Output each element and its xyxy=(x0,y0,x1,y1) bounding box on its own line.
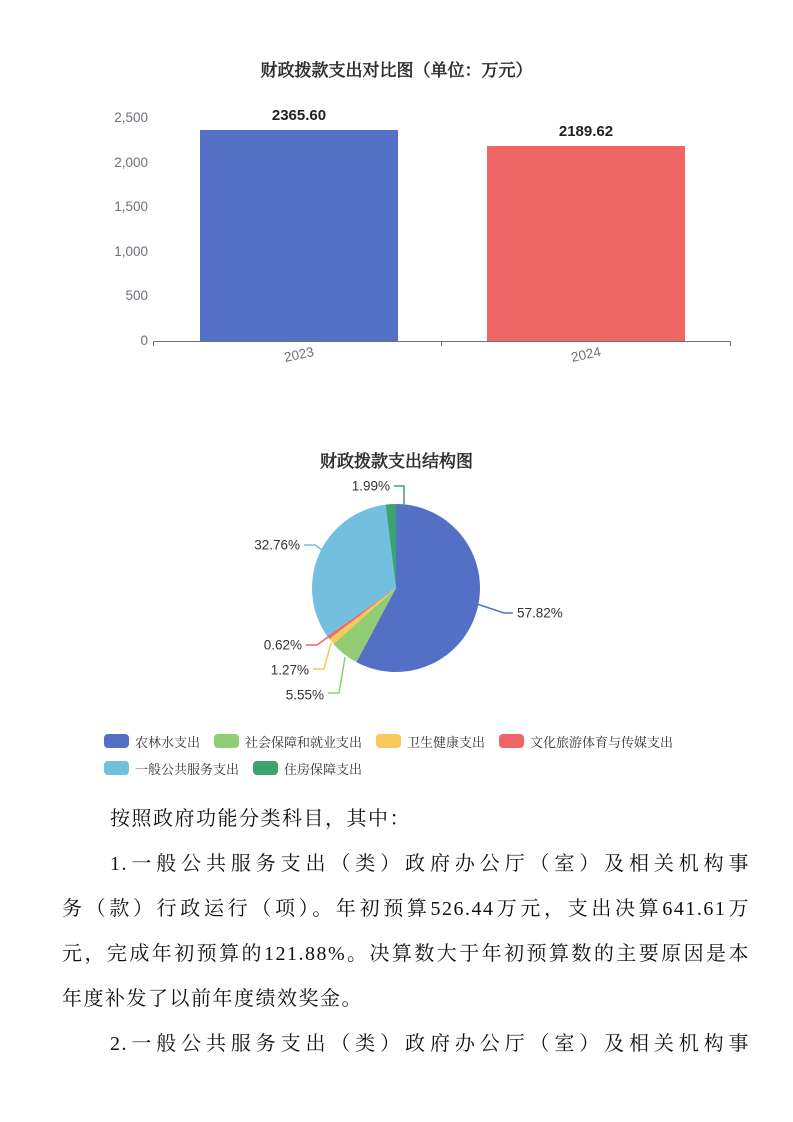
pie-label-leader-line xyxy=(394,486,404,507)
body-text-line: 1.一般公共服务支出（类）政府办公厅（室）及相关机构事 xyxy=(110,853,750,875)
bar-value-label: 2189.62 xyxy=(558,122,614,140)
pie-label-leader-line xyxy=(313,643,331,669)
body-text-line: 务（款）行政运行（项）。年初预算526.44万元，支出决算641.61万 xyxy=(62,898,750,920)
y-axis-tick-label: 1,500 xyxy=(114,199,148,215)
pie-percentage-label: 1.99% xyxy=(351,478,390,494)
y-axis-tick-label: 0 xyxy=(140,333,148,348)
y-axis-tick-label: 1,000 xyxy=(114,243,148,259)
pie-percentage-label: 5.55% xyxy=(285,687,324,703)
body-text-line: 2.一般公共服务支出（类）政府办公厅（室）及相关机构事 xyxy=(110,1033,750,1055)
legend-swatch xyxy=(104,734,129,748)
bar-value-label: 2365.60 xyxy=(271,106,327,124)
legend-item xyxy=(253,760,362,776)
legend-swatch xyxy=(104,761,129,775)
legend-label: 卫生健康支出 xyxy=(407,734,486,750)
legend-item xyxy=(104,760,239,776)
legend-item xyxy=(499,733,673,749)
body-text-line: 年度补发了以前年度绩效奖金。 xyxy=(62,988,363,1010)
pie-percentage-label: 0.62% xyxy=(263,637,302,653)
legend-item xyxy=(214,733,362,749)
pie-chart xyxy=(0,440,793,735)
pie-label-leader-line xyxy=(477,604,513,613)
bar xyxy=(487,146,685,341)
body-text-line: 按照政府功能分类科目，其中： xyxy=(110,808,411,830)
x-axis-label: 2024 xyxy=(569,344,603,365)
legend-label: 住房保障支出 xyxy=(284,761,363,777)
legend-label: 文化旅游体育与传媒支出 xyxy=(530,734,674,750)
legend-label: 农林水支出 xyxy=(135,734,201,750)
x-axis-tick xyxy=(730,341,731,346)
x-axis-tick xyxy=(441,341,442,346)
legend-swatch xyxy=(376,734,401,748)
legend-swatch xyxy=(499,734,524,748)
pie-chart-title: 财政拨款支出结构图 xyxy=(320,452,473,471)
pie-legend xyxy=(104,733,700,776)
body-text-line: 元，完成年初预算的121.88%。决算数大于年初预算数的主要原因是本 xyxy=(62,943,750,965)
legend-item xyxy=(376,733,485,749)
bar xyxy=(200,130,398,341)
legend-item xyxy=(104,733,200,749)
y-axis-tick-label: 2,000 xyxy=(114,154,148,170)
legend-label: 一般公共服务支出 xyxy=(135,761,240,777)
pie-percentage-label: 57.82% xyxy=(517,605,563,621)
legend-swatch xyxy=(214,734,239,748)
legend-swatch xyxy=(253,761,278,775)
body-text xyxy=(62,797,750,1067)
y-axis-tick-label: 2,500 xyxy=(114,110,148,125)
y-axis-tick-label: 500 xyxy=(125,288,148,304)
x-axis-label: 2023 xyxy=(282,344,316,365)
pie-percentage-label: 32.76% xyxy=(254,537,300,553)
x-axis-tick xyxy=(153,341,154,346)
legend-label: 社会保障和就业支出 xyxy=(245,734,363,750)
pie-percentage-label: 1.27% xyxy=(270,662,309,678)
bar-chart-title: 财政拨款支出对比图（单位：万元） xyxy=(260,61,533,80)
pie-label-leader-line xyxy=(328,657,345,693)
pie-label-leader-line xyxy=(306,637,328,645)
